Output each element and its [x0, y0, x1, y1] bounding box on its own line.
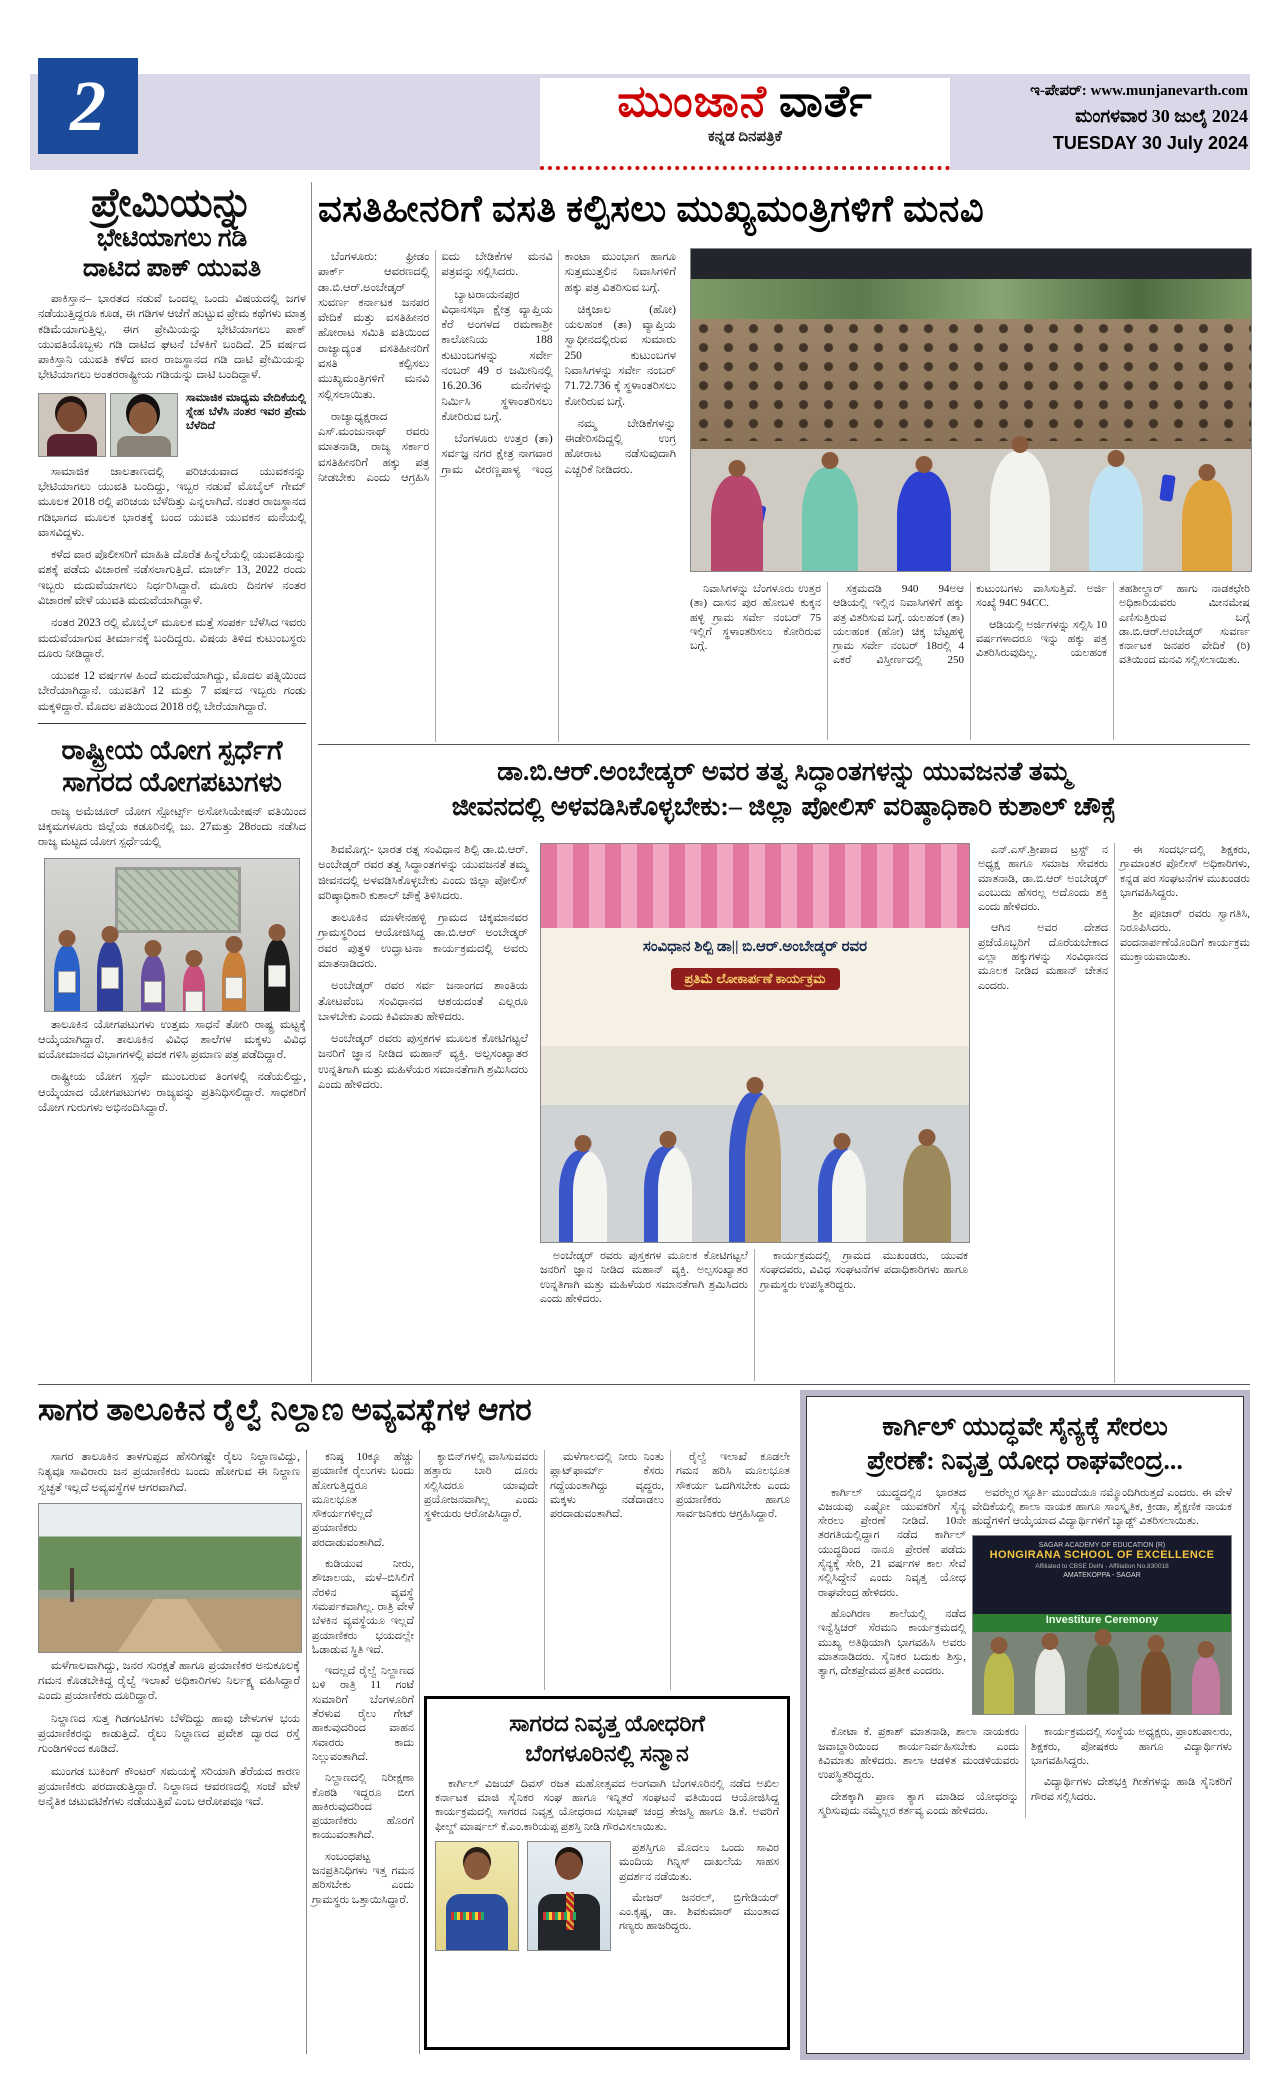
- ambedkar-paragraph: ಅಂಬೇಡ್ಕರ್ ರವರು ಪುಸ್ತಕಗಳ ಮೂಲಕ ಕೋಟಿಗಟ್ಟಲೆ ಜನರಿಗೆ ಜ್ಞಾನ ನೀಡಿದ ಮಹಾನ್ ವ್ಯಕ್ತಿ. ಅಲ್ಪಸಂಖ್ಯಾತರ ಉನ್ನತಿಗಾಗಿ ಮತ್ತು ಮಹಿಳೆಯರ ಸಮಾನತೆಗಾಗಿ ಶ್ರಮಿಸಿದರು ಎಂದು ಹೇಳಿದರು.: [318, 1033, 528, 1091]
- vertical-rule-bottom-1: [306, 1450, 307, 2054]
- vasati-paragraph: ಚಿಕ್ಕಜಾಲ (ಹೋ) ಯಲಹಂಕ (ತಾ) ವ್ಯಾಪ್ತಿಯ ಸ್ವಾಧೀನದಲ್ಲಿರುವ ಸುಮಾರು 250 ಕುಟುಂಬಗಳ ನಿವಾಸಿಗಳನ್ನು ಸರ್ವೇ ನಂಬರ್ 71.72.736 ಕ್ಕೆ ಸ್ಥಳಾಂತರಿಸಲು ಕೋರಿರುವ ಬಗ್ಗೆ.: [564, 303, 676, 408]
- yoga-paragraph: ರಾಷ್ಟ್ರೀಯ ಯೋಗ ಸ್ಪರ್ಧೆ ಮುಂಬರುವ ತಿಂಗಳಲ್ಲಿ ನಡೆಯಲಿದ್ದು, ಆಯ್ಕೆಯಾದ ಯೋಗಪಟುಗಳು ರಾಜ್ಯವನ್ನು ಪ್ರತಿನಿಧಿಸಲಿದ್ದಾರೆ. ಸಾಧಕರಿಗೆ ಯೋಗ ಗುರುಗಳು ಅಭಿನಂದಿಸಿದ್ದಾರೆ.: [38, 1071, 306, 1114]
- sanmana-body-row: [435, 1841, 779, 1951]
- horizontal-rule-2: [38, 1384, 1250, 1385]
- stage-banner-text: ಸಂವಿಧಾನ ಶಿಲ್ಪಿ ಡಾ|| ಬಿ.ಆರ್.ಅಂಬೇಡ್ಕರ್ ರವರ: [642, 939, 868, 955]
- sanmana-headline-line2: ಬೆಂಗಳೂರಿನಲ್ಲಿ ಸನ್ಮಾನ: [525, 1740, 689, 1766]
- kargil-top-row: [818, 1486, 1232, 1722]
- groom-photo: [38, 393, 106, 457]
- kargil-bottom-columns: [818, 1725, 1232, 1818]
- railway-paragraph: ಸಂಬಂಧಪಟ್ಟ ಜನಪ್ರತಿನಿಧಿಗಳು ಇತ್ತ ಗಮನ ಹರಿಸಬೇಕು ಎಂದು ಗ್ರಾಮಸ್ಥರು ಒತ್ತಾಯಿಸಿದ್ದಾರೆ.: [312, 1850, 414, 1906]
- masthead-subtitle: ಕನ್ನಡ ದಿನಪತ್ರಿಕೆ: [708, 129, 782, 146]
- guest-figure: [1192, 1656, 1220, 1714]
- page-number: 2: [70, 65, 106, 146]
- sanmana-headline: [435, 1709, 779, 1769]
- railway-photo-post: [70, 1568, 74, 1602]
- page-number-box: [38, 58, 138, 154]
- sanmana-headline-line1: ಸಾಗರದ ನಿವೃತ್ತ ಯೋಧರಿಗೆ: [509, 1711, 705, 1736]
- guest-figure: [1035, 1648, 1065, 1714]
- masthead-word-black: ವಾರ್ತೆ: [779, 77, 873, 126]
- article-pak-lover: [38, 182, 306, 1382]
- stage-people-row: [541, 1046, 969, 1242]
- couple-photos: [38, 393, 178, 457]
- ambedkar-paragraph: ಅಂಬೇಡ್ಕರ್ ರವರ ಸರ್ವ ಜನಾಂಗದ ಶಾಂತಿಯ ತೋಟವೆಂಬ ಸಂವಿಧಾನದ ಆಶಯದಂತೆ ಎಲ್ಲರೂ ಬಾಳಬೇಕು ಎಂದು ಕಿವಿಮಾತು ಹೇಳಿದರು.: [318, 980, 528, 1023]
- vasati-paragraph: ಸಕ್ರಮದಡಿ 940 94ಅಆ ಆಡಿಯಲ್ಲಿ ಇಲ್ಲಿನ ನಿವಾಸಿಗಳಿಗೆ ಹಕ್ಕು ಪತ್ರ ವಿತರಿಸುವ ಬಗ್ಗೆ. ಯಲಹಂಕ (ತಾ) ಯಲಹಂಕ (ಹೋ) ಚಿಕ್ಕ ಬೆಟ್ಟಹಳ್ಳಿ ಗ್ರಾಮ ಸರ್ವೇ ನಂಬರ್ 18ರಲ್ಲಿ 4 ಎಕರೆ ವಿಸ್ತೀರ್ಣದಲ್ಲಿ 250 ಕುಟುಂಬಗಳು ವಾಸಿಸುತ್ತಿವೆ. ಅರ್ಜಿ ಸಂಖ್ಯೆ 94C 94CC.: [833, 583, 1107, 667]
- kargil-paragraph: ದೇಶಕ್ಕಾಗಿ ಪ್ರಾಣ ತ್ಯಾಗ ಮಾಡಿದ ಯೋಧರನ್ನು ಸ್ಮರಿಸುವುದು ನಮ್ಮೆಲ್ಲರ ಕರ್ತವ್ಯ ಎಂದು ಹೇಳಿದರು.: [818, 1790, 1019, 1817]
- kargil-paragraph: ಕಾರ್ಯಕ್ರಮದಲ್ಲಿ ಸಂಸ್ಥೆಯ ಅಧ್ಯಕ್ಷರು, ಪ್ರಾಂಶುಪಾಲರು, ಶಿಕ್ಷಕರು, ಪೋಷಕರು ಹಾಗೂ ವಿದ್ಯಾರ್ಥಿಗಳು ಭಾಗವಹಿಸಿದ್ದರು.: [1031, 1726, 1232, 1768]
- woman-figure: [802, 467, 858, 571]
- ambedkar-paragraph: ಶಿವಮೊಗ್ಗ:- ಭಾರತ ರತ್ನ ಸಂವಿಧಾನ ಶಿಲ್ಪಿ ಡಾ.ಬಿ.ಆರ್. ಅಂಬೇಡ್ಕರ್ ರವರ ತತ್ವ ಸಿದ್ಧಾಂತಗಳನ್ನು ಯುವಜನತೆ ತಮ್ಮ ಜೀವನದಲ್ಲಿ ಅಳವಡಿಸಿಕೊಳ್ಳಬೇಕು ಎಂದು ಜಿಲ್ಲಾ ಪೋಲಿಸ್ ವರಿಷ್ಠಾಧಿಕಾರಿ ಕುಶಾಲ್ ಚೌಕ್ಸೆ ತಿಳಿಸಿದರು.: [318, 844, 528, 902]
- woman-figure: [1089, 465, 1143, 571]
- ambedkar-paragraph: ಆಗಿನ ಅವರ ದೇಶದ ಪ್ರಜೆಯೊಬ್ಬರಿಗೆ ದೊರೆಯಬೇಕಾದ ಎಲ್ಲಾ ಹಕ್ಕುಗಳನ್ನು ಸಂವಿಧಾನದ ಮೂಲಕ ನೀಡಿದ ಮಹಾನ್ ಚೇತನ ಎಂದರು.: [978, 922, 1108, 992]
- kargil-paragraph: ಹೊಂಗಿರಣ ಶಾಲೆಯಲ್ಲಿ ನಡೆದ ಇನ್ವೆಸ್ಟಿಚರ್ ಸೆರಮನಿ ಕಾರ್ಯಕ್ರಮದಲ್ಲಿ ಮುಖ್ಯ ಅತಿಥಿಯಾಗಿ ಭಾಗವಹಿಸಿ ಅವರು ಮಾತನಾಡಿದರು. ಸೈನಿಕರ ಬದುಕು ಶಿಸ್ತು, ತ್ಯಾಗ, ದೇಶಪ್ರೇಮದ ಪ್ರತೀಕ ಎಂದರು.: [818, 1607, 966, 1678]
- yoga-kid-figure: [141, 955, 165, 1011]
- kargil-headline: [818, 1410, 1232, 1478]
- blue-suit: [446, 1894, 508, 1950]
- veteran-face: [464, 1852, 490, 1880]
- yoga-paragraph: ತಾಲೂಕಿನ ಯೋಗಪಟುಗಳು ಉತ್ತಮ ಸಾಧನೆ ತೋರಿ ರಾಷ್ಟ್ರ ಮಟ್ಟಕ್ಕೆ ಆಯ್ಕೆಯಾಗಿದ್ದಾರೆ. ತಾಲೂಕಿನ ವಿವಿಧ ಶಾಲೆಗಳ ಮಕ್ಕಳು ವಿವಿಧ ವಯೋಮಾನದ ವಿಭಾಗಗಳಲ್ಲಿ ಪದಕ ಗಳಿಸಿ ಪ್ರಮಾಣ ಪತ್ರ ಪಡೆದಿದ್ದಾರೆ.: [38, 1018, 306, 1062]
- railway-paragraph: ಕುಡಿಯುವ ನೀರು, ಶೌಚಾಲಯ, ಮಳೆ–ಬಿಸಿಲಿಗೆ ನೆರಳಿನ ವ್ಯವಸ್ಥೆ ಸಮರ್ಪಕವಾಗಿಲ್ಲ. ರಾತ್ರಿ ವೇಳೆ ಬೆಳಕಿನ ವ್ಯವಸ್ಥೆಯೂ ಇಲ್ಲದೆ ಪ್ರಯಾಣಿಕರು ಭಯದಲ್ಲೇ ಓಡಾಡುವ ಸ್ಥಿತಿ ಇದೆ.: [312, 1558, 414, 1656]
- woman-figure: [1182, 479, 1232, 571]
- vasati-under-photo-columns: [690, 582, 1250, 740]
- date-kannada: ಮಂಗಳವಾರ 30 ಜುಲೈ 2024: [1075, 106, 1248, 126]
- vasati-paragraph: ನಮ್ಮ ಬೇಡಿಕೆಗಳನ್ನು ಈಡೇರಿಸದಿದ್ದಲ್ಲಿ ಉಗ್ರ ಹೋರಾಟ ನಡೆಸುವುದಾಗಿ ಎಚ್ಚರಿಕೆ ನೀಡಿದರು.: [564, 417, 676, 476]
- medals: [543, 1912, 576, 1920]
- yoga-kid-figure: [54, 945, 80, 1011]
- bride-face: [129, 402, 157, 434]
- vertical-rule-bottom-2: [419, 1450, 420, 2054]
- bride-dress: [117, 436, 171, 456]
- medals: [451, 1912, 484, 1920]
- railway-paragraph: ಇದಲ್ಲದೆ ರೈಲ್ವೆ ನಿಲ್ದಾಣದ ಬಳಿ ರಾತ್ರಿ 11 ಗಂಟೆ ಸುಮಾರಿಗೆ ಬೆಂಗಳೂರಿಗೆ ತೆರಳುವ ರೈಲು ಗೇಟ್ ಹಾಕುವುದರಿಂದ ವಾಹನ ಸವಾರರು ಕಾದು ನಿಲ್ಲುವಂತಾಗಿದೆ.: [312, 1665, 414, 1763]
- guest-blue-scarf-figure: [559, 1150, 607, 1242]
- woman-figure-blue-scarf: [897, 471, 951, 571]
- epaper-url[interactable]: ಇ-ಪೇಪರ್: www.munjanevarth.com: [1030, 83, 1248, 99]
- red-tie: [566, 1892, 574, 1930]
- date-english: TUESDAY 30 July 2024: [1052, 133, 1248, 153]
- railway-column-2: [312, 1450, 414, 2058]
- certificate: [58, 971, 76, 993]
- ambedkar-paragraph: ತಾಲೂಕಿನ ಮಾಳೇನಹಳ್ಳಿ ಗ್ರಾಮದ ಚಿಕ್ಕಮಾನವರ ಗ್ರಾಮಸ್ಥರಿಂದ ಆಯೋಜಿಸಿದ್ದ ಡಾ.ಬಿ.ಆರ್ ಅಂಬೇಡ್ಕರ್ ರವರ ಪುತ್ಥಳಿ ಉದ್ಘಾಟನಾ ಕಾರ್ಯಕ್ರಮದಲ್ಲಿ ಅವರು ಮಾತನಾಡಿದರು.: [318, 912, 528, 970]
- masthead-word-red: ಮುಂಜಾನೆ: [617, 77, 767, 126]
- kargil-paragraph: ಕೋಟಾ ಕೆ. ಪ್ರಕಾಶ್ ಮಾತನಾಡಿ, ಶಾಲಾ ನಾಯಕರು ಜವಾಬ್ದಾರಿಯಿಂದ ಕಾರ್ಯನಿರ್ವಹಿಸಬೇಕು ಎಂದು ಕಿವಿಮಾತು ಹೇಳಿದರು. ಶಾಲಾ ಆಡಳಿತ ಮಂಡಳಿಯವರು ಉಪಸ್ಥಿತರಿದ್ದರು.: [818, 1726, 1019, 1782]
- kargil-left-column: [818, 1486, 966, 1722]
- vasati-paragraph: ಬೆಂಗಳೂರು: ಫ್ರೀಡಂ ಪಾರ್ಕ್ ಆವರಣದಲ್ಲಿ ಡಾ.ಬಿ.ಆರ್.ಅಂಬೇಡ್ಕರ್ ಸುವರ್ಣ ಕರ್ನಾಟಕ ಜನಪರ ವೇದಿಕೆ ಮತ್ತು ವಸತಿಹೀನರ ಹೋರಾಟ ಸಮಿತಿ ವತಿಯಿಂದ ರಾಜ್ಯಾದ್ಯಂತ ವಸತಿಹೀನರಿಗೆ ವಸತಿ ಕಲ್ಪಿಸಲು ಮುಖ್ಯಮಂತ್ರಿಗಳಿಗೆ ಮನವಿ ಸಲ್ಲಿಸಲಾಯಿತು.: [318, 251, 430, 401]
- kargil-right-column: [972, 1486, 1232, 1722]
- school-banner-line3: Affiliated to CBSE Delhi - Affiliation No.830018: [1035, 1563, 1169, 1571]
- railway-paragraph: ಸಾಗರ ತಾಲೂಕಿನ ತಾಳಗುಪ್ಪದ ಹೆಸರಿಗಷ್ಟೇ ರೈಲು ನಿಲ್ದಾಣವಿದ್ದು, ನಿತ್ಯವೂ ಸಾವಿರಾರು ಜನ ಪ್ರಯಾಣಿಕರು ಬಂದು ಹೋಗುವ ಈ ನಿಲ್ದಾಣ ಸ್ವಚ್ಛತೆ ಇಲ್ಲದೆ ಅವ್ಯವಸ್ಥೆಗಳ ಆಗರವಾಗಿದೆ.: [38, 1451, 300, 1494]
- guest-blue-scarf-figure: [644, 1146, 692, 1242]
- yoga-photo-kids: [45, 919, 299, 1011]
- article-kargil-box: [800, 1390, 1250, 2060]
- railway-top-columns: [424, 1450, 790, 1690]
- pak-photo-row: [38, 391, 306, 461]
- stage-banner-badge: ಪ್ರತಿಮೆ ಲೋಕಾರ್ಪಣೆ ಕಾರ್ಯಕ್ರಮ: [671, 968, 840, 990]
- couple-caption: ಸಾಮಾಜಿಕ ಮಾಧ್ಯಮ ವೇದಿಕೆಯಲ್ಲಿ ಸ್ನೇಹ ಬೆಳೆಸಿ ನಂತರ ಇವರ ಪ್ರೇಮ ಬೆಳೆದಿದೆ: [186, 391, 306, 433]
- pak-paragraph: ಕಳೆದ ವಾರ ಪೊಲೀಸರಿಗೆ ಮಾಹಿತಿ ದೊರೆತ ಹಿನ್ನೆಲೆಯಲ್ಲಿ ಯುವತಿಯನ್ನು ವಶಕ್ಕೆ ಪಡೆದು ವಿಚಾರಣೆ ನಡೆಸಲಾಗುತ್ತಿದೆ. ಮಾರ್ಚ್ 13, 2022 ರಂದು ಇಬ್ಬರು ಮದುವೆಯಾಗಲು ನಿರ್ಧರಿಸಿದ್ದಾರೆ. ಮೂರು ದಿನಗಳ ನಂತರ ವಿಚಾರಣೆ ವೇಳೆ ಯುವತಿ ಮದುವೆಯಾಗಿದ್ದಾಳೆ.: [38, 549, 306, 607]
- protest-crowd-photo: [690, 248, 1252, 572]
- yoga-headline-line2: ಸಾಗರದ ಯೋಗಪಟುಗಳು: [62, 767, 282, 798]
- yoga-headline-line1: ರಾಷ್ಟ್ರೀಯ ಯೋಗ ಸ್ಪರ್ಧೆಗೆ: [61, 734, 283, 765]
- railway-paragraph: ಮಳೆಗಾಲದಲ್ಲಿ ನೀರು ನಿಂತು ಪ್ಲಾಟ್‌ಫಾರ್ಮ್ ಕೆಸರು ಗದ್ದೆಯಂತಾಗಿದ್ದು ವೃದ್ಧರು, ಮಕ್ಕಳು ನಡೆದಾಡಲು ಪರದಾಡುವಂತಾಗಿದೆ.: [550, 1451, 664, 1521]
- veteran-portraits: [435, 1841, 611, 1951]
- veteran-portrait-dark-suit: [527, 1841, 611, 1951]
- vasati-paragraph: ಆಡಿಯಲ್ಲಿ ಅರ್ಜಿಗಳನ್ನು ಸಲ್ಲಿಸಿ 10 ವರ್ಷಗಳಾದರೂ ಇನ್ನು ಹಕ್ಕು ಪತ್ರ ವಿತರಿಸಿರುವುದಿಲ್ಲ. ಯಲಹಂಕ ತಹಶೀಲ್ದಾರ್ ಹಾಗು ನಾಡಕಛೇರಿ ಅಧಿಕಾರಿಯವರು ಮೀನಮೇಷ ಎಣಿಸುತ್ತಿರುವ ಬಗ್ಗೆ ಡಾ.ಬಿ.ಆರ್.ಅಂಬೇಡ್ಕರ್ ಸುವರ್ಣ ಕರ್ನಾಟಕ ಜನಪರ ವೇದಿಕೆ (ರಿ) ವತಿಯಿಂದ ಮನವಿ ಸಲ್ಲಿಸಲಾಯಿತು.: [976, 583, 1250, 667]
- left-column-divider: [38, 723, 306, 724]
- crowd-photo-tent: [691, 249, 1251, 279]
- railway-paragraph: ಮುಂಗಡ ಬುಕಿಂಗ್ ಕೌಂಟರ್ ಸಮಯಕ್ಕೆ ಸರಿಯಾಗಿ ತೆರೆಯದ ಕಾರಣ ಪ್ರಯಾಣಿಕರು ಪರದಾಡುತ್ತಿದ್ದಾರೆ. ನಿಲ್ದಾಣದ ಆವರಣದಲ್ಲಿ ಸಂಜೆ ವೇಳೆ ಅನೈತಿಕ ಚಟುವಟಿಕೆಗಳು ನಡೆಯುತ್ತಿವೆ ಎಂಬ ಆರೋಪವೂ ಇದೆ.: [38, 1765, 300, 1809]
- railway-paragraph: ಕನಿಷ್ಠ 10ಕ್ಕೂ ಹೆಚ್ಚು ಪ್ರಯಾಣಿಕ ರೈಲುಗಳು ಬಂದು ಹೋಗುತ್ತಿದ್ದರೂ ಮೂಲಭೂತ ಸೌಕರ್ಯಗಳಿಲ್ಲದೆ ಪ್ರಯಾಣಿಕರು ಪರದಾಡುವಂತಾಗಿದೆ.: [312, 1451, 414, 1549]
- ambedkar-paragraph: ಈ ಸಂದರ್ಭದಲ್ಲಿ ಶಿಕ್ಷಕರು, ಗ್ರಾಮಾಂತರ ಪೊಲೀಸ್ ಅಧಿಕಾರಿಗಳು, ಕನ್ನಡ ಪರ ಸಂಘಟನೆಗಳ ಮುಖಂಡರು ಭಾಗವಹಿಸಿದ್ದರು.: [1120, 844, 1250, 899]
- railway-paragraph: ನಿಲ್ದಾಣದ ಸುತ್ತ ಗಿಡಗಂಟಿಗಳು ಬೆಳೆದಿದ್ದು ಹಾವು ಚೇಳುಗಳ ಭಯ ಪ್ರಯಾಣಿಕರನ್ನು ಕಾಡುತ್ತಿದೆ. ರೈಲು ನಿಲ್ದಾಣದ ಪ್ರವೇಶ ದ್ವಾರದ ರಸ್ತೆ ಗುಂಡಿಗಳಿಂದ ಕೂಡಿದೆ.: [38, 1712, 300, 1756]
- kargil-paragraph: ಕಾರ್ಗಿಲ್ ಯುದ್ಧದಲ್ಲಿನ ಭಾರತದ ವಿಜಯವು ಎಷ್ಟೋ ಯುವಕರಿಗೆ ಸೈನ್ಯ ಸೇರಲು ಪ್ರೇರಣೆ ನೀಡಿದೆ. 10ನೇ ತರಗತಿಯಲ್ಲಿದ್ದಾಗ ನಡೆದ ಕಾರ್ಗಿಲ್ ಯುದ್ಧದಿಂದ ನಾನೂ ಪ್ರೇರಣೆ ಪಡೆದು ಸೈನ್ಯಕ್ಕೆ ಸೇರಿ, 21 ವರ್ಷಗಳ ಕಾಲ ಸೇವೆ ಸಲ್ಲಿಸಿದ್ದೇನೆ ಎಂದು ನಿವೃತ್ತ ಯೋಧ ರಾಘವೇಂದ್ರ ಹೇಳಿದರು.: [818, 1486, 966, 1599]
- masthead: [540, 78, 950, 170]
- sanmana-paragraph: ಮೇಜರ್ ಜನರಲ್, ಬ್ರಿಗೇಡಿಯರ್ ಎಂ.ಕೃಷ್ಣ, ಡಾ. ಶಿವಕುಮಾರ್ ಮುಂತಾದ ಗಣ್ಯರು ಹಾಜರಿದ್ದರು.: [619, 1891, 779, 1933]
- railway-paragraph: ನಿಲ್ದಾಣದಲ್ಲಿ ನಿರೀಕ್ಷಣಾ ಕೊಠಡಿ ಇದ್ದರೂ ಬೀಗ ಹಾಕಿರುವುದರಿಂದ ಪ್ರಯಾಣಿಕರು ಹೊರಗೆ ಕಾಯುವಂತಾಗಿದೆ.: [312, 1772, 414, 1842]
- groom-face: [57, 402, 85, 432]
- ambedkar-paragraph: ಕಾರ್ಯಕ್ರಮದಲ್ಲಿ ಗ್ರಾಮದ ಮುಖಂಡರು, ಯುವಕ ಸಂಘದವರು, ವಿವಿಧ ಸಂಘಟನೆಗಳ ಪದಾಧಿಕಾರಿಗಳು ಹಾಗೂ ಗ್ರಾಮಸ್ಥರು ಉಪಸ್ಥಿತರಿದ್ದರು.: [760, 1250, 968, 1291]
- kargil-paragraph: ಅವರೆಲ್ಲರ ಸ್ಫೂರ್ತಿ ಮುಂದೆಯೂ ನಮ್ಮೊಂದಿಗಿರುತ್ತದೆ ಎಂದರು. ಈ ವೇಳೆ ವೇದಿಕೆಯಲ್ಲಿ ಶಾಲಾ ನಾಯಕ ಹಾಗೂ ಸಾಂಸ್ಕೃತಿಕ, ಕ್ರೀಡಾ, ಶೈಕ್ಷಣಿಕ ನಾಯಕ ಹುದ್ದೆಗಳಿಗೆ ಆಯ್ಕೆಯಾದ ವಿದ್ಯಾರ್ಥಿಗಳಿಗೆ ಬ್ಯಾಡ್ಜ್ ವಿತರಿಸಲಾಯಿತು.: [972, 1486, 1232, 1528]
- veteran-portrait-blue-suit: [435, 1841, 519, 1951]
- vasati-paragraph: ರಾಜ್ಯಾಧ್ಯಕ್ಷರಾದ ಎಸ್.ಮಂಜುನಾಥ್ ರವರು ಮಾತನಾಡಿ, ರಾಜ್ಯ ಸರ್ಕಾರ ವಸತಿಹೀನರಿಗೆ ಹಕ್ಕು ಪತ್ರ ನೀಡಬೇಕು ಎಂದು ಆಗ್ರಹಿಸಿ ಐದು ಬೇಡಿಕೆಗಳ ಮನವಿ ಪತ್ರವನ್ನು ಸಲ್ಲಿಸಿದರು.: [318, 251, 553, 484]
- ambedkar-headline-line2: ಜೀವನದಲ್ಲಿ ಅಳವಡಿಸಿಕೊಳ್ಳಬೇಕು:– ಜಿಲ್ಲಾ ಪೋಲಿಸ್ ವರಿಷ್ಠಾಧಿಕಾರಿ ಕುಶಾಲ್ ಚೌಕ್ಸೆ: [451, 792, 1117, 822]
- certificate: [225, 977, 243, 999]
- certificate: [185, 991, 203, 1012]
- railway-headline: ಸಾಗರ ತಾಲೂಕಿನ ರೈಲ್ವೆ ನಿಲ್ದಾಣ ಅವ್ಯವಸ್ಥೆಗಳ ಆಗರ: [38, 1392, 532, 1427]
- ambedkar-headline: [318, 754, 1250, 824]
- soldier-camo-figure: [1087, 1644, 1119, 1714]
- railway-paragraph: ಮಳೆಗಾಲವಾಗಿದ್ದು, ಜನರ ಸುರಕ್ಷತೆ ಹಾಗೂ ಪ್ರಯಾಣಿಕರ ಅನುಕೂಲಕ್ಕೆ ಗಮನ ಕೊಡಬೇಕಿದ್ದ ರೈಲ್ವೆ ಇಲಾಖೆ ಅಧಿಕಾರಿಗಳು ನಿರ್ಲಕ್ಷ್ಯ ವಹಿಸಿದ್ದಾರೆ ಎಂದು ಪ್ರಯಾಣಿಕರು ದೂರಿದ್ದಾರೆ.: [38, 1659, 300, 1703]
- yoga-kid-figure: [264, 939, 290, 1011]
- pak-paragraph: ಸಾಮಾಜಿಕ ಜಾಲತಾಣದಲ್ಲಿ ಪರಿಚಯವಾದ ಯುವಕನನ್ನು ಭೇಟಿಯಾಗಲು ಯುವತಿ ಬಂದಿದ್ದು, ಇಬ್ಬರ ನಡುವೆ ಮೊಬೈಲ್ ಗೇಮ್ ಮೂಲಕ 2018 ರಲ್ಲಿ ಪರಿಚಯ ಬೆಳೆದಿತ್ತು ಎನ್ನಲಾಗಿದೆ. ನಂತರ ರಾಜಸ್ಥಾನದ ಗಡಿಭಾಗದ ಮೂಲಕ ಭಾರತಕ್ಕೆ ಬಂದ ಯುವತಿ ಯುವಕನ ಮನೆಯಲ್ಲಿ ವಾಸವಿದ್ದಳು.: [38, 465, 306, 539]
- pak-paragraph: ನಂತರ 2023 ರಲ್ಲಿ ಮೊಬೈಲ್ ಮೂಲಕ ಮತ್ತೆ ಸಂಪರ್ಕ ಬೆಳೆಸಿದ ಇವರು ಮದುವೆಯಾಗುವ ತೀರ್ಮಾನಕ್ಕೆ ಬಂದಿದ್ದರು. ವಿಷಯ ತಿಳಿದ ಕುಟುಂಬಸ್ಥರು ದೂರು ನೀಡಿದ್ದಾರೆ.: [38, 617, 306, 660]
- guest-figure: [1141, 1650, 1171, 1714]
- horizontal-rule-1: [318, 744, 1250, 745]
- ambedkar-headline-line1: ಡಾ.ಬಿ.ಆರ್.ಅಂಬೇಡ್ಕರ್ ಅವರ ತತ್ವ ಸಿದ್ಧಾಂತಗಳನ್ನು ಯುವಜನತೆ ತಮ್ಮ: [497, 757, 1071, 786]
- green-strip-text: Investiture Ceremony: [973, 1614, 1231, 1632]
- railway-paragraph: ಕ್ಯಾಬಿನ್‌ಗಳಲ್ಲಿ ವಾಸಿಸುವವರು ಹತ್ತಾರು ಬಾರಿ ದೂರು ಸಲ್ಲಿಸಿದರೂ ಯಾವುದೇ ಪ್ರಯೋಜನವಾಗಿಲ್ಲ ಎಂದು ಸ್ಥಳೀಯರು ಆರೋಪಿಸಿದ್ದಾರೆ.: [424, 1451, 538, 1521]
- bride-photo: [110, 393, 178, 457]
- stage-banner: [541, 928, 969, 1056]
- yoga-kid-figure: [97, 941, 123, 1011]
- yoga-paragraph: ರಾಜ್ಯ ಅಮೆಚೂರ್ ಯೋಗ ಸ್ಪೋರ್ಟ್ಸ್ ಅಸೋಸಿಯೇಷನ್ ವತಿಯಿಂದ ಚಿಕ್ಕಮಗಳೂರು ಜಿಲ್ಲೆಯ ಕಡೂರಿನಲ್ಲಿ ಜು. 27ಮತ್ತು 28ರಂದು ನಡೆಸಿದ ರಾಜ್ಯ ಮಟ್ಟದ ಯೋಗ ಸ್ಪರ್ಧೆಯಲ್ಲಿ: [38, 805, 306, 849]
- certificate: [144, 981, 162, 1003]
- railway-column-1: [38, 1450, 300, 2058]
- school-banner-line1: SAGAR ACADEMY OF EDUCATION (R): [1038, 1542, 1166, 1550]
- railway-paragraph: ರೈಲ್ವೆ ಇಲಾಖೆ ಕೂಡಲೇ ಗಮನ ಹರಿಸಿ ಮೂಲಭೂತ ಸೌಕರ್ಯ ಒದಗಿಸಬೇಕು ಎಂದು ಪ್ರಯಾಣಿಕರು ಹಾಗೂ ಸಾರ್ವಜನಿಕರು ಆಗ್ರಹಿಸಿದ್ದಾರೆ.: [676, 1451, 790, 1521]
- kargil-paragraph: ವಿದ್ಯಾರ್ಥಿಗಳು ದೇಶಭಕ್ತಿ ಗೀತೆಗಳನ್ನು ಹಾಡಿ ಸೈನಿಕರಿಗೆ ಗೌರವ ಸಲ್ಲಿಸಿದರು.: [1031, 1776, 1232, 1803]
- stage-pink-drapes: [541, 844, 969, 928]
- ambedkar-paragraph: ಎನ್.ಎಸ್.ಶ್ರೀಪಾದ ಟ್ರಸ್ಟ್ ನ ಅಧ್ಯಕ್ಷ ಹಾಗೂ ಸಮಾಜ ಸೇವಕರು ಮಾತನಾಡಿ, ಡಾ.ಬಿ.ಆರ್ ಅಂಬೇಡ್ಕರ್ ಎಂಬುದು ಹೆಸರಲ್ಲ ಅದೊಂದು ಶಕ್ತಿ ಎಂದು ಹೇಳಿದರು.: [978, 844, 1108, 914]
- header-right: [960, 82, 1248, 154]
- yoga-team-photo: [44, 858, 300, 1012]
- ambedkar-right-columns: [978, 843, 1250, 1383]
- yoga-kid-figure: [222, 951, 246, 1011]
- certificate: [101, 967, 119, 989]
- kargil-headline-line2: ಪ್ರೇರಣೆ: ನಿವೃತ್ತ ಯೋಧ ರಾಘವೇಂದ್ರ...: [867, 1445, 1183, 1475]
- ambedkar-left-column: [318, 843, 528, 1383]
- sanmana-side-text: [619, 1841, 779, 1951]
- certificate: [268, 965, 286, 987]
- man-in-white-figure: [990, 451, 1050, 571]
- vertical-rule-left-column: [311, 182, 312, 1382]
- sanmana-paragraph: ಕಾರ್ಗಿಲ್ ವಿಜಯ್ ದಿವಸ್ ರಜತ ಮಹೋತ್ಸವದ ಅಂಗವಾಗಿ ಬೆಂಗಳೂರಿನಲ್ಲಿ ನಡೆದ ಅಖಿಲ ಕರ್ನಾಟಕ ಮಾಜಿ ಸೈನಿಕರ ಸಂಘ ಹಾಗೂ ಇನ್ನಿತರೆ ಸಂಘಟನೆ ವತಿಯಿಂದ ಆಯೋಜಿಸಿದ್ದ ಕಾರ್ಯಕ್ರಮದಲ್ಲಿ ಸಾಗರದ ನಿವೃತ್ತ ಯೋಧರಾದ ಸುಭಾಷ್ ಚಂದ್ರ ತೇಜಸ್ವಿ ಹಾಗೂ ಡಿ.ಕೆ. ಅವರಿಗೆ ಫೀಲ್ಡ್ ಮಾರ್ಷಲ್ ಕೆ.ಎಂ.ಕಾರಿಯಪ್ಪ ಪ್ರಶಸ್ತಿ ನೀಡಿ ಗೌರವಿಸಲಾಯಿತು.: [435, 1777, 779, 1833]
- pak-headline-line1: ಪ್ರೇಮಿಯನ್ನು: [91, 180, 253, 225]
- vasati-paragraph: ನಿವಾಸಿಗಳನ್ನು ಬೆಂಗಳೂರು ಉತ್ತರ (ತಾ) ದಾಸನ ಪುರ ಹೋಬಳಿ ಕುಕ್ಕನ ಹಳ್ಳಿ ಗ್ರಾಮ ಸರ್ವೇ ನಂಬರ್ 75 ಇಲ್ಲಿಗೆ ಸ್ಥಳಾಂತರಿಸಲು ಕೋರಿರುವ ಬಗ್ಗೆ.: [690, 583, 821, 653]
- school-photo-people: [973, 1632, 1231, 1714]
- investiture-ceremony-photo: [972, 1535, 1232, 1715]
- pak-paragraph: ಪಾಕಿಸ್ತಾನ– ಭಾರತದ ನಡುವೆ ಒಂದಲ್ಲ ಒಂದು ವಿಷಯದಲ್ಲಿ ಜಗಳ ನಡೆಯುತ್ತಿದ್ದರೂ ಕೂಡ, ಈ ಗಡಿಗಳ ಆಚೆಗೆ ಹುಟ್ಟುವ ಪ್ರೇಮ ಕಥೆಗಳು ಮಾತ್ರ ಕಡಿಮೆಯಾಗುತ್ತಿಲ್ಲ. ಈಗ ಪ್ರೇಮಿಯನ್ನು ಭೇಟಿಯಾಗಲು ಪಾಕ್ ಯುವತಿಯೊಬ್ಬಳು ಗಡಿ ದಾಟಿದ ಘಟನೆ ಬೆಳಕಿಗೆ ಬಂದಿದೆ. 25 ವರ್ಷದ ಪಾಕಿಸ್ತಾನಿ ಯುವತಿ ಕಳೆದ ವಾರ ರಾಜಸ್ಥಾನದ ಗಡಿ ದಾಟಿ ಪ್ರೇಮಿಯನ್ನು ಭೇಟಿಯಾಗಲು ಅಂತರರಾಷ್ಟ್ರೀಯ ಗಡಿಯನ್ನು ದಾಟಿ ಬಂದಿದ್ದಾಳೆ.: [38, 293, 306, 382]
- pak-headline-line3: ದಾಟಿದ ಪಾಕ್ ಯುವತಿ: [82, 255, 262, 282]
- vasati-columns: [318, 250, 676, 742]
- veteran-face: [556, 1852, 582, 1880]
- railway-station-photo: [38, 1503, 302, 1653]
- groom-shirt: [47, 434, 97, 456]
- vasati-paragraph: ಬ್ಯಾಟರಾಯನಪುರ ವಿಧಾನಸಭಾ ಕ್ಷೇತ್ರ ವ್ಯಾಪ್ತಿಯ ಕೆರೆ ಅಂಗಳದ ರಮಣಾಶ್ರೀ ಕಾಲೋನಿಯ 188 ಕುಟುಂಬಗಳನ್ನು ಸರ್ವೇ ನಂಬರ್ 49 ರ ಜಮೀನಿನಲ್ಲಿ 16.20.36 ಮನೆಗಳನ್ನು ನಿರ್ಮಿಸಿ ಸ್ಥಳಾಂತರಿಸಲು ಕೋರಿರುವ ಬಗ್ಗೆ.: [441, 288, 553, 423]
- school-banner-line4: AMATEKOPPA - SAGAR: [1063, 1572, 1141, 1580]
- masthead-title: [540, 78, 950, 126]
- school-banner: [973, 1536, 1231, 1620]
- school-banner-line2: HONGIRANA SCHOOL OF EXCELLENCE: [989, 1549, 1215, 1562]
- pak-paragraph: ಯುವಕ 12 ವರ್ಷಗಳ ಹಿಂದೆ ಮದುವೆಯಾಗಿದ್ದು, ಮೊದಲ ಪತ್ನಿಯಿಂದ ಬೇರೆಯಾಗಿದ್ದಾನೆ. ಯುವತಿಗೆ 12 ಮತ್ತು 7 ವರ್ಷದ ಇಬ್ಬರು ಗಂಡು ಮಕ್ಕಳಿದ್ದಾರೆ. ಮೊದಲ ಪತಿಯಿಂದ 2018 ರಲ್ಲಿ ಬೇರೆಯಾಗಿದ್ದಾರೆ.: [38, 670, 306, 713]
- ambedkar-under-photo-columns: [540, 1249, 968, 1381]
- crowd-photo-front-row: [691, 431, 1251, 571]
- guest-figure: [984, 1652, 1014, 1714]
- yoga-kid-figure: [183, 965, 205, 1011]
- police-officer-speaking-figure: [729, 1092, 781, 1242]
- pak-headline-line2: ಭೇಟಿಯಾಗಲು ಗಡಿ: [96, 225, 248, 252]
- ambedkar-paragraph: ಅಂಬೇಡ್ಕರ್ ರವರು ಪುಸ್ತಕಗಳ ಮೂಲಕ ಕೋಟಿಗಟ್ಟಲೆ ಜನರಿಗೆ ಜ್ಞಾನ ನೀಡಿದ ಮಹಾನ್ ವ್ಯಕ್ತಿ. ಅಲ್ಪಸಂಖ್ಯಾತರ ಉನ್ನತಿಗಾಗಿ ಮತ್ತು ಮಹಿಳೆಯರ ಸಮಾನತೆಗಾಗಿ ಶ್ರಮಿಸಿದರು ಎಂದು ಹೇಳಿದರು.: [540, 1250, 748, 1305]
- ambedkar-body: [318, 843, 1250, 1383]
- ambedkar-paragraph: ಶ್ರೀ ಪೂಜಾರ್ ರವರು ಸ್ವಾಗತಿಸಿ, ನಿರೂಪಿಸಿದರು. ವಂದನಾರ್ಪಣೆಯೊಂದಿಗೆ ಕಾರ್ಯಕ್ರಮ ಮುಕ್ತಾಯವಾಯಿತು.: [1120, 908, 1250, 964]
- guest-figure: [903, 1144, 951, 1242]
- ambedkar-event-photo: [540, 843, 970, 1243]
- kargil-headline-line1: ಕಾರ್ಗಿಲ್ ಯುದ್ಧವೇ ಸೈನ್ಯಕ್ಕೆ ಸೇರಲು: [882, 1412, 1168, 1441]
- sanmana-paragraph: ಪ್ರಶಸ್ತಿಗೂ ಮೊದಲು ಒಂದು ಸಾವಿರ ಮಂದಿಯ ಗಿನ್ನಿಸ್ ದಾಖಲೆಯ ಸಾಹಸ ಪ್ರದರ್ಶನ ನಡೆಯಿತು.: [619, 1841, 779, 1883]
- article-sanmana-box: [424, 1696, 790, 2050]
- crowd-photo-heads: [691, 321, 1251, 441]
- vasati-paragraph: ಬೆಂಗಳೂರು ಉತ್ತರ (ತಾ) ಸರ್ವಜ್ಞ ನಗರ ಕ್ಷೇತ್ರ ನಾಗವಾರ ಗ್ರಾಮ ವೀರಣ್ಣಪಾಳ್ಯ ಇಂದ್ರ ಕಾಂಟಾ ಮುಂಭಾಗ ಹಾಗೂ ಸುತ್ತಮುತ್ತಲಿನ ನಿವಾಸಿಗಳಿಗೆ ಹಕ್ಕು ಪತ್ರ ವಿತರಿಸುವ ಬಗ್ಗೆ.: [441, 251, 676, 476]
- vasati-headline: ವಸತಿಹೀನರಿಗೆ ವಸತಿ ಕಲ್ಪಿಸಲು ಮುಖ್ಯಮಂತ್ರಿಗಳಿಗೆ ಮನವಿ: [318, 189, 985, 230]
- article-yoga: [38, 734, 306, 1116]
- woman-figure: [711, 475, 763, 571]
- guest-blue-scarf-figure: [818, 1148, 866, 1242]
